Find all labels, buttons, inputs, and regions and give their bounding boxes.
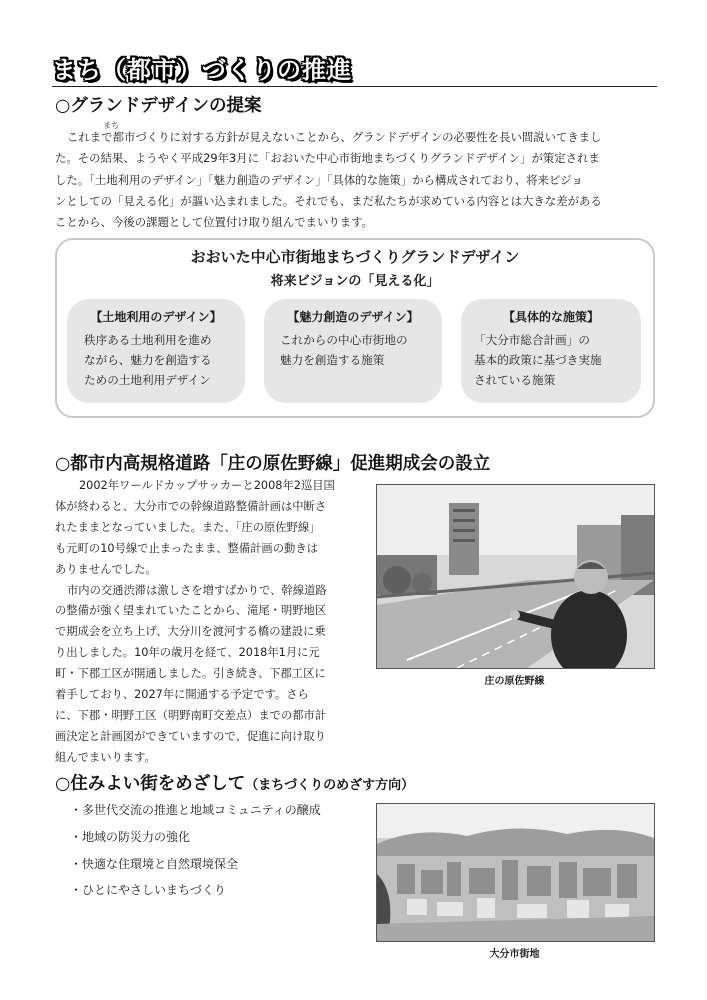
pillar-line: 魅力を創造する施策 <box>280 353 385 367</box>
city-photo-caption: 大分市街地 <box>489 949 540 960</box>
pillar-line: ための土地利用デザイン <box>84 373 211 387</box>
road-photo-illustration <box>377 485 654 668</box>
paragraph-line: に、下郡・明野工区（明野南町交差点）までの都市計 <box>55 708 327 722</box>
pillar-text <box>474 330 638 390</box>
grand-design-heading: ○グランドデザインの提案 <box>55 96 262 116</box>
city-photo <box>376 803 655 942</box>
paragraph-line: 2002年ワールドカップサッカーと2008年2巡目国 <box>79 479 335 492</box>
paragraph-line: 市内の交通渋滞は激しさを増すばかりで、幹線道路 <box>67 583 327 597</box>
paragraph-line: た。その結果、ようやく平成29年3月に「おおいた中心市街地まちづくりグランドデザイン」が策定されま <box>55 151 600 166</box>
grand-design-box-title: おおいた中心市街地まちづくりグランドデザイン <box>190 248 520 266</box>
bullet-item: ・多世代交流の推進と地域コミュニティの醸成 <box>70 803 321 817</box>
pillar-heading: 【魅力創造のデザイン】 <box>287 310 419 324</box>
paragraph-line: り出しました。10年の歳月を経て、2018年1月に元 <box>55 646 320 660</box>
pillar-text <box>84 330 244 390</box>
grand-design-paragraph <box>55 127 659 233</box>
paragraph-line: 着手しており、2027年に開通する予定です。さら <box>55 688 309 702</box>
pillar-heading: 【土地利用のデザイン】 <box>90 310 222 324</box>
bullet-item: ・地域の防災力の強化 <box>70 830 191 844</box>
pillar-text <box>280 330 440 370</box>
title-rule <box>52 86 657 87</box>
pillar-line: 基本的政策に基づき実施 <box>474 353 602 367</box>
bullet-item: ・快適な住環境と自然環境保全 <box>70 857 239 871</box>
paragraph-line: の整備が強く望まれていたことから、滝尾・明野地区 <box>55 604 327 618</box>
road-heading: ○都市内高規格道路「庄の原佐野線」促進期成会の設立 <box>55 454 491 474</box>
road-photo <box>376 484 655 669</box>
pillar-line: 「大分市総合計画」の <box>474 333 590 347</box>
paragraph-line: これまで都市づくりに対する方針が見えないことから、グランドデザインの必要性を長い間説いてきまし <box>67 130 602 144</box>
paragraph-line: も元町の10号線で止まったまま、整備計画の動きは <box>55 541 318 555</box>
pillar-line: 秩序ある土地利用を進め <box>84 333 212 347</box>
paragraph-line: ンとしての「見える化」が謳い込まれました。それでも、まだ私たちが求めている内容とは大きな差がある <box>55 193 602 208</box>
livable-heading-sub: （まちづくりのめざす方向） <box>245 778 415 793</box>
ruby-reading: まち <box>103 121 119 130</box>
pillar-line: されている施策 <box>474 373 556 387</box>
pillar-line: ながら、魅力を創造する <box>84 353 212 367</box>
paragraph-line: ありませんでした。 <box>55 562 157 576</box>
paragraph-line: れたままとなっていました。また、「庄の原佐野線」 <box>55 520 321 534</box>
paragraph-line: した。「土地利用のデザイン」「魅力創造のデザイン」「具体的な施策」から構成されており、将来ビジョ <box>55 172 583 187</box>
pillar-line: これからの中心市街地の <box>280 333 408 347</box>
city-photo-illustration <box>377 804 654 941</box>
bullet-item: ・ひとにやさしいまちづくり <box>70 883 226 897</box>
paragraph-line: で期成会を立ち上げ、大分川を渡河する橋の建設に乗 <box>55 625 326 639</box>
paragraph-line: 組んでまいります。 <box>55 750 156 764</box>
pillar-heading: 【具体的な施策】 <box>502 310 599 324</box>
paragraph-line: 町・下郡工区が開通しました。引き続き、下郡工区に <box>55 667 326 681</box>
paragraph-line: 体が終わると、大分市での幹線道路整備計画は中断さ <box>55 499 327 513</box>
livable-heading-main: ○住みよい街をめざして <box>55 774 246 794</box>
road-text <box>55 476 355 769</box>
livable-heading <box>55 770 414 795</box>
paragraph-line: 画決定と計画図ができていますので、促進に向け取り <box>55 729 326 743</box>
paragraph-line: ことから、今後の課題として位置付け取り組んでまいります。 <box>55 215 374 230</box>
page-title: まち（都市）づくりの推進 <box>52 56 352 84</box>
road-photo-caption: 庄の原佐野線 <box>484 676 545 687</box>
grand-design-box-subtitle: 将来ビジョンの「見える化」 <box>270 274 440 289</box>
